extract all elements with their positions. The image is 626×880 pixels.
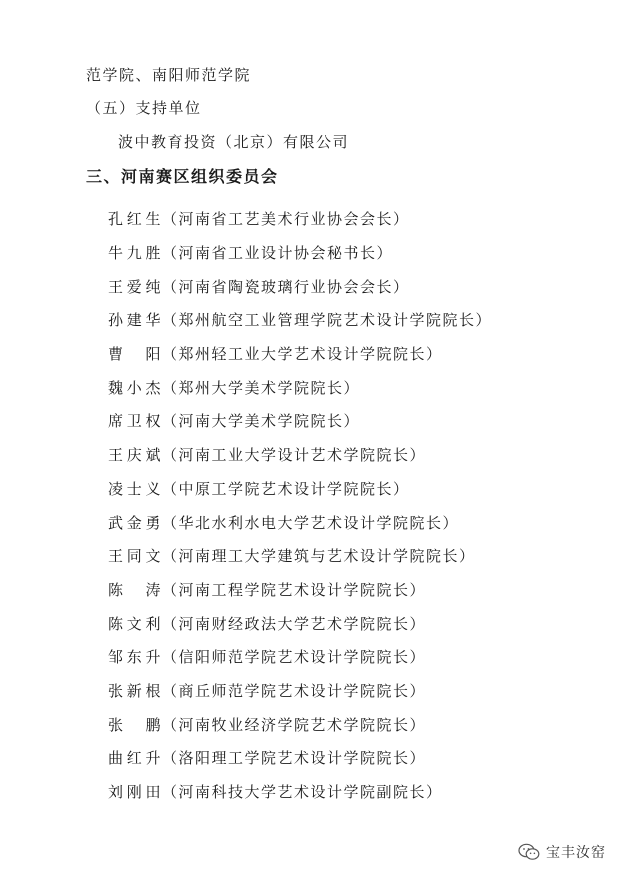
member-name: 牛九胜	[108, 244, 162, 263]
text-line-colleges: 范学院、南阳师范学院	[86, 66, 252, 84]
member-title: （郑州航空工业管理学院艺术设计学院院长）	[162, 311, 493, 330]
member-title: （河南财经政法大学艺术学院院长）	[162, 614, 427, 633]
member-name: 刘刚田	[108, 783, 162, 802]
member-name: 邹东升	[108, 648, 162, 667]
list-item	[108, 573, 492, 607]
member-title: （河南理工大学建筑与艺术设计学院院长）	[162, 547, 476, 566]
list-item	[108, 606, 492, 640]
wechat-icon	[518, 843, 540, 861]
member-name: 曲红升	[108, 749, 162, 768]
section-heading-committee: 三、河南赛区组织委员会	[86, 167, 279, 186]
list-item	[108, 775, 492, 809]
list-item	[108, 202, 492, 236]
list-item	[108, 337, 492, 371]
list-item	[108, 303, 492, 337]
committee-member-list	[108, 202, 492, 808]
member-name: 张新根	[108, 681, 162, 700]
list-item	[108, 707, 492, 741]
list-item	[108, 370, 492, 404]
member-title: （中原工学院艺术设计学院院长）	[162, 479, 410, 498]
section-supporting-units: （五）支持单位	[86, 99, 202, 117]
member-title: （河南省陶瓷玻璃行业协会会长）	[162, 277, 410, 296]
member-title: （河南牧业经济学院艺术学院院长）	[162, 715, 427, 734]
member-title: （河南大学美术学院院长）	[162, 412, 361, 431]
member-name: 王同文	[108, 547, 162, 566]
watermark	[518, 842, 606, 862]
member-title: （郑州大学美术学院院长）	[162, 378, 361, 397]
member-name: 张鹏	[108, 715, 162, 734]
member-name: 魏小杰	[108, 378, 162, 397]
member-title: （河南省工艺美术行业协会会长）	[162, 210, 410, 229]
member-title: （郑州轻工业大学艺术设计学院院长）	[162, 345, 443, 364]
member-name: 武金勇	[108, 513, 162, 532]
member-name: 王庆斌	[108, 446, 162, 465]
list-item	[108, 438, 492, 472]
list-item	[108, 472, 492, 506]
list-item	[108, 741, 492, 775]
supporting-unit-name: 波中教育投资（北京）有限公司	[118, 133, 350, 151]
member-title: （河南科技大学艺术设计学院副院长）	[162, 783, 443, 802]
member-name: 王爱纯	[108, 277, 162, 296]
member-name: 凌士义	[108, 479, 162, 498]
member-title: （洛阳理工学院艺术设计学院院长）	[162, 749, 427, 768]
list-item	[108, 505, 492, 539]
member-name: 陈涛	[108, 580, 162, 599]
member-name: 席卫权	[108, 412, 162, 431]
member-title: （河南工程学院艺术设计学院院长）	[162, 580, 427, 599]
member-name: 孙建华	[108, 311, 162, 330]
watermark-text: 宝丰汝窑	[546, 845, 606, 861]
member-name: 孔红生	[108, 210, 162, 229]
member-name: 曹阳	[108, 345, 162, 364]
list-item	[108, 404, 492, 438]
list-item	[108, 236, 492, 270]
member-title: （华北水利水电大学艺术设计学院院长）	[162, 513, 460, 532]
member-title: （河南工业大学设计艺术学院院长）	[162, 446, 427, 465]
list-item	[108, 674, 492, 708]
list-item	[108, 269, 492, 303]
member-title: （商丘师范学院艺术设计学院院长）	[162, 681, 427, 700]
list-item	[108, 640, 492, 674]
member-title: （河南省工业设计协会秘书长）	[162, 244, 394, 263]
member-title: （信阳师范学院艺术设计学院院长）	[162, 648, 427, 667]
member-name: 陈文利	[108, 614, 162, 633]
list-item	[108, 539, 492, 573]
